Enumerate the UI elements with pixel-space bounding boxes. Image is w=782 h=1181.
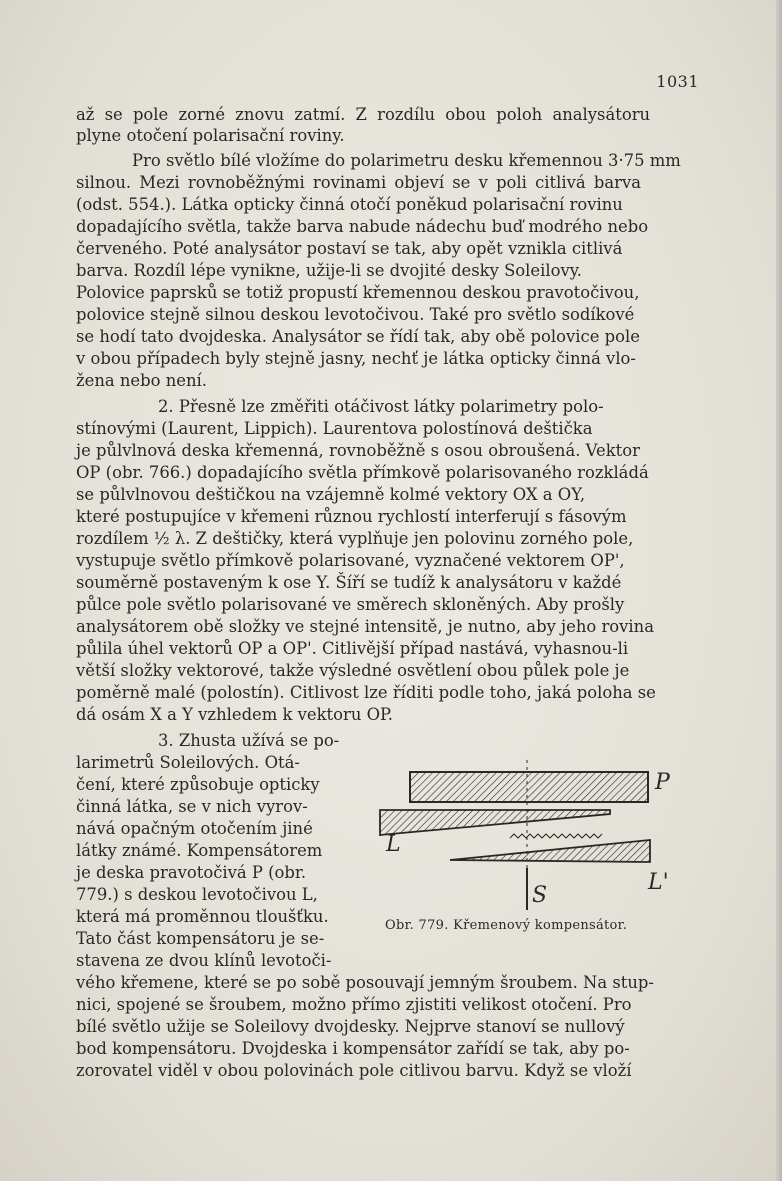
text-line: látky známé. Kompensátorem [76,841,323,860]
text-line: je půlvlnová deska křemenná, rovnoběžně s osou obroušená. Vektor [76,441,640,460]
text-line: bílé světlo užije se Soleilovy dvojdesky. Nejprve stanoví se nullový [76,1017,625,1036]
text-line: vystupuje světlo přímkově polarisované, vyznačené vektorem OP', [76,551,625,570]
page-edge-shadow [776,0,782,1181]
text-line: až se pole zorné znovu zatmí. Z rozdílu obou poloh analysátoru [76,105,651,124]
text-line: se půlvlnovou deštičkou na vzájemně kolmé vektory OX a OY, [76,485,586,504]
label-l-prime: L' [648,870,669,895]
text-line: bod kompensátoru. Dvojdeska i kompensátor zařídí se tak, aby po- [76,1039,630,1058]
text-line: dopadajícího světla, takže barva nabude nádechu buď modrého nebo [76,217,649,236]
text-line: plyne otočení polarisační roviny. [76,126,345,145]
text-line: 3. Zhusta užívá se po- [158,731,340,750]
text-line: polovice stejně silnou deskou levotočivou. Také pro světlo sodíkové [76,305,635,324]
text-line: OP (obr. 766.) dopadajícího světla přímkově polarisovaného rozkládá [76,463,649,482]
text-line: nává opačným otočením jiné [76,819,313,838]
label-l: L [386,832,401,857]
text-line: analysátorem obě složky ve stejné intensitě, je nutno, aby jeho rovina [76,617,654,636]
text-line: větší složky vektorové, takže výsledné osvětlení obou půlek pole je [76,661,630,680]
text-line: 779.) s deskou levotočivou L, [76,885,318,904]
text-line: stavena ze dvou klínů levotoči- [76,951,332,970]
text-line: barva. Rozdíl lépe vynikne, užije-li se dvojité desky Soleilovy. [76,261,583,280]
text-line: silnou. Mezi rovnoběžnými rovinami objeví se v poli citlivá barva [76,173,641,192]
page-number: 1031 [656,72,699,91]
text-line: rozdílem ½ λ. Z deštičky, která vyplňuje jen polovinu zorného pole, [76,529,634,548]
text-line: Pro světlo bílé vložíme do polarimetru desku křemennou 3·75 mm [132,151,681,170]
text-line: se hodí tato dvojdeska. Analysátor se řídí tak, aby obě polovice pole [76,327,640,346]
text-line: které postupujíce v křemeni různou rychlostí interferují s fásovým [76,507,627,526]
text-line: nici, spojené se šroubem, možno přímo zjistiti velikost otočení. Pro [76,995,632,1014]
figure-caption: Obr. 779. Křemenový kompensátor. [385,918,628,933]
text-line: činná látka, se v nich vyrov- [76,797,308,816]
text-line: žena nebo není. [76,371,207,390]
text-line: (odst. 554.). Látka opticky činná otočí poněkud polarisační rovinu [76,195,623,214]
text-line: dá osám X a Y vzhledem k vektoru OP. [76,705,393,724]
text-line: 2. Přesně lze změřiti otáčivost látky polarimetry polo- [158,397,604,416]
text-line: poměrně malé (polostín). Citlivost lze říditi podle toho, jaká poloha se [76,683,656,702]
text-line: Polovice paprsků se totiž propustí křemennou deskou pravotočivou, [76,283,640,302]
text-line: zorovatel viděl v obou polovinách pole citlivou barvu. Když se vloží [76,1061,632,1080]
text-line: která má proměnnou tloušťku. [76,907,329,926]
text-line: souměrně postaveným k ose Y. Šíří se tudíž k analysátoru v každé [76,573,622,592]
plate-p [410,772,648,802]
text-line: červeného. Poté analysátor postaví se tak, aby opět vznikla citlivá [76,239,623,258]
text-line: čení, které způsobuje opticky [76,775,320,794]
text-line: půlila úhel vektorů OP a OP'. Citlivější případ nastává, vyhasnou-li [76,639,629,658]
label-p: P [655,770,670,795]
wedge-l [380,810,610,835]
wedge-l-prime [450,840,650,862]
text-line: larimetrů Soleilových. Otá- [76,753,300,772]
label-s: S [532,883,548,908]
text-line: Tato část kompensátoru je se- [76,929,325,948]
screw-thread-mark [510,834,602,838]
text-line: půlce pole světlo polarisované ve směrech skloněných. Aby prošly [76,595,625,614]
text-line: vého křemene, které se po sobě posouvají jemným šroubem. Na stup- [76,973,654,992]
text-line: je deska pravotočivá P (obr. [76,863,307,882]
text-line: stínovými (Laurent, Lippich). Laurentova polostínová deštička [76,419,593,438]
text-line: v obou případech byly stejně jasny, nechť je látka opticky činná vlo- [76,349,636,368]
